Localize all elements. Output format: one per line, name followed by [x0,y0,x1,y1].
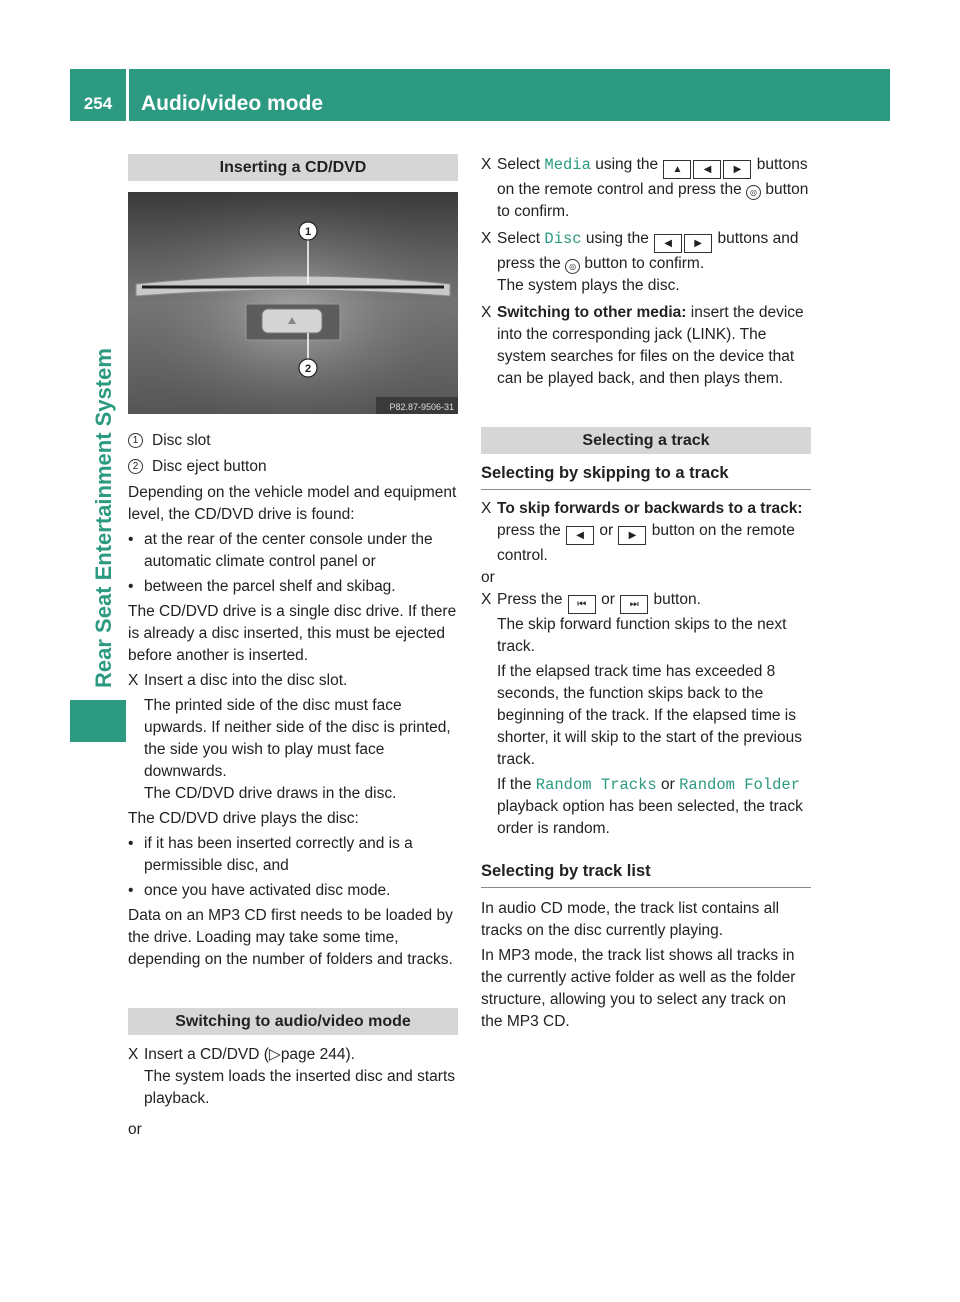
paragraph: The CD/DVD drive plays the disc: [128,810,359,827]
right-column [481,154,811,1033]
or-text: or [128,1121,142,1138]
side-tab [84,128,124,688]
right-key-icon: ▶ [723,160,751,179]
step-detail: The CD/DVD drive draws in the disc. [144,785,397,802]
callout-2-label: 2 [304,363,312,375]
step-item: X Select Disc using the ◀ ▶ buttons and press the ◎ button to confirm. [481,230,799,272]
ok-button-icon: ◎ [746,185,761,200]
paragraph: Depending on the vehicle model and equipment level, the CD/DVD drive is found: [128,484,457,523]
bullet-item: • between the parcel shelf and skibag. [128,578,396,595]
section-heading-switching: Switching to audio/video mode [128,1008,458,1035]
callout-1 [299,222,317,240]
bullet-item: • once you have activated disc mode. [128,882,391,899]
step-item: X To skip forwards or backwards to a track: press the ◀ or ▶ button on the remote control. [481,500,803,564]
subheading-track-list: Selecting by track list [481,860,811,888]
ok-button-icon: ◎ [565,259,580,274]
skip-forward-key-icon: ⏭ [620,595,648,614]
side-tab-label: Rear Seat Entertainment System [91,348,116,688]
step-item: X Insert a CD/DVD (▷page 244). [128,1046,355,1063]
step-detail: If the Random Tracks or Random Folder playback option has been selected, the track order is random. [497,776,803,837]
skip-back-key-icon: ⏮ [568,595,596,614]
left-column [128,154,458,1141]
left-key-icon: ◀ [693,160,721,179]
step-item: X Select Media using the ▲ ◀ ▶ buttons on the remote control and press the ◎ button to confirm. [481,156,809,220]
bullet-item: • at the rear of the center console under the automatic climate control panel or [128,531,433,570]
option-random-tracks: Random Tracks [535,776,657,794]
option-random-folder: Random Folder [679,776,801,794]
step-detail: The system loads the inserted disc and starts playback. [144,1068,456,1107]
step-detail: The skip forward function skips to the next track. [497,616,787,655]
left-key-icon: ◀ [654,234,682,253]
step-item: X Press the ⏮ or ⏭ button. [481,589,811,614]
header-divider [126,69,129,121]
step-detail: If the elapsed track time has exceeded 8 seconds, the function skips back to the beginning of the track. If the elapsed time is shorter, it will skip to the start of the previous track. [497,663,802,768]
menu-item-media: Media [544,156,591,174]
paragraph: Data on an MP3 CD first needs to be loaded by the drive. Loading may take some time, depending on the number of folders and tracks. [128,907,453,968]
up-key-icon: ▲ [663,160,691,179]
legend-item: 1 Disc slot [128,430,458,452]
page-reference-link[interactable]: page 244 [280,1046,346,1063]
paragraph: In MP3 mode, the track list shows all tracks in the currently active folder as well as the folder structure, allowing you to select any track on the MP3 CD. [481,947,796,1030]
step-item: X Switching to other media: insert the device into the corresponding jack (LINK). The system searches for files on the device that can be played back, and then plays them. [481,304,804,387]
step-item: X Insert a disc into the disc slot. [128,672,348,689]
bullet-item: • if it has been inserted correctly and is a permissible disc, and [128,835,413,874]
callout-1-label: 1 [304,226,312,238]
side-tab-block [70,700,126,742]
right-key-icon: ▶ [684,234,712,253]
legend-item: 2 Disc eject button [128,456,458,478]
page-title: Audio/video mode [141,92,324,115]
subheading-skipping: Selecting by skipping to a track [481,462,811,490]
step-detail: The system plays the disc. [497,277,680,294]
cd-drive-photo [128,192,458,414]
photo-code: P82.87-9506-31 [389,402,454,412]
callout-2 [299,359,317,377]
right-key-icon: ▶ [618,526,646,545]
step-detail: The printed side of the disc must face upwards. If neither side of the disc is printed, the side you wish to play must face downwards. [144,697,451,780]
section-heading-inserting: Inserting a CD/DVD [128,154,458,181]
page-number: 254 [83,94,113,113]
paragraph: The CD/DVD drive is a single disc drive. If there is already a disc inserted, this must be ejected before another is inserted. [128,603,457,664]
or-text: or [481,569,495,586]
section-heading-selecting-track: Selecting a track [481,427,811,454]
menu-item-disc: Disc [544,230,582,248]
paragraph: In audio CD mode, the track list contains all tracks on the disc currently playing. [481,900,780,939]
left-key-icon: ◀ [566,526,594,545]
